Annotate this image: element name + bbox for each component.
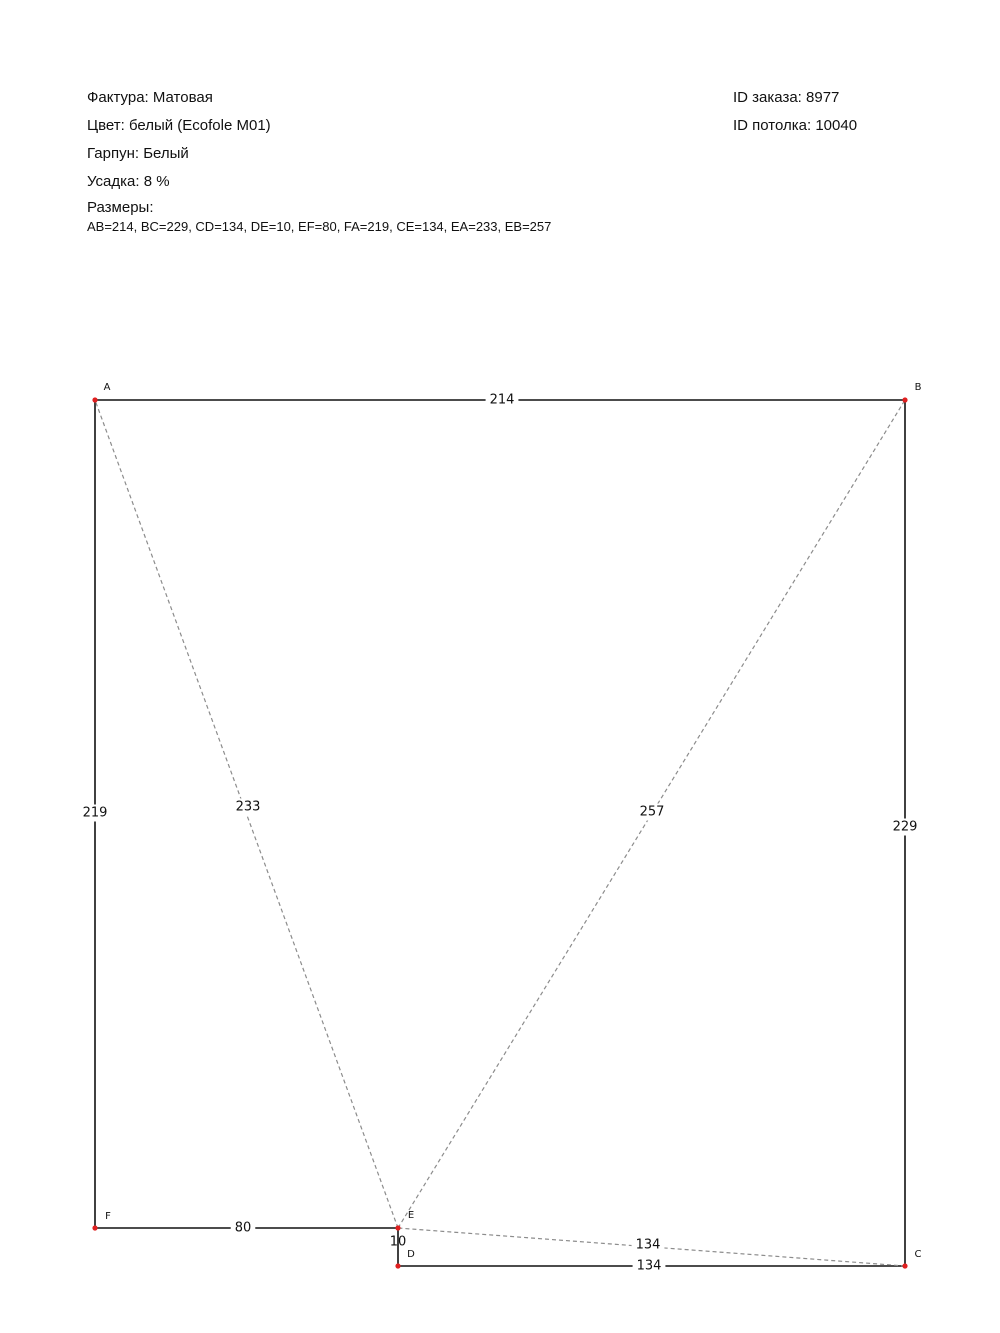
points-layer: [92, 382, 921, 1269]
edge-label-EF: 80: [234, 1220, 252, 1236]
vertex-label-A: A: [103, 382, 111, 393]
harpoon-info: Гарпун: Белый: [87, 145, 189, 162]
vertex-label-C: C: [914, 1249, 922, 1260]
edges-layer: [95, 400, 905, 1266]
edge-label-CD: 134: [636, 1258, 662, 1274]
vertex-C: [902, 1263, 907, 1268]
order-id: ID заказа: 8977: [733, 89, 840, 106]
shrinkage-info: Усадка: 8 %: [87, 173, 170, 190]
labels-layer: [79, 392, 922, 1275]
vertex-label-E: E: [407, 1210, 415, 1221]
color-info: Цвет: белый (Ecofole M01): [87, 117, 271, 134]
vertex-F: [92, 1225, 97, 1230]
vertex-A: [92, 397, 97, 402]
vertex-E: [395, 1225, 400, 1230]
edge-label-CE: 134: [635, 1237, 661, 1253]
vertex-B: [902, 397, 907, 402]
edge-label-EB: 257: [639, 804, 665, 820]
sizes-title: Размеры:: [87, 199, 154, 216]
edge-label-BC: 229: [892, 819, 918, 835]
edge-label-EA: 233: [235, 799, 261, 815]
vertex-label-D: D: [407, 1249, 415, 1260]
sizes-list: AB=214, BC=229, CD=134, DE=10, EF=80, FA=219, CE=134, EA=233, EB=257: [87, 219, 552, 234]
ceiling-id: ID потолка: 10040: [733, 117, 858, 134]
vertex-D: [395, 1263, 400, 1268]
texture-info: Фактура: Матовая: [87, 89, 213, 106]
vertex-label-B: B: [914, 382, 922, 393]
edge-label-AB: 214: [489, 392, 515, 408]
edge-label-DE: 10: [389, 1234, 407, 1250]
vertex-label-F: F: [105, 1211, 111, 1222]
edge-label-FA: 219: [82, 805, 108, 821]
